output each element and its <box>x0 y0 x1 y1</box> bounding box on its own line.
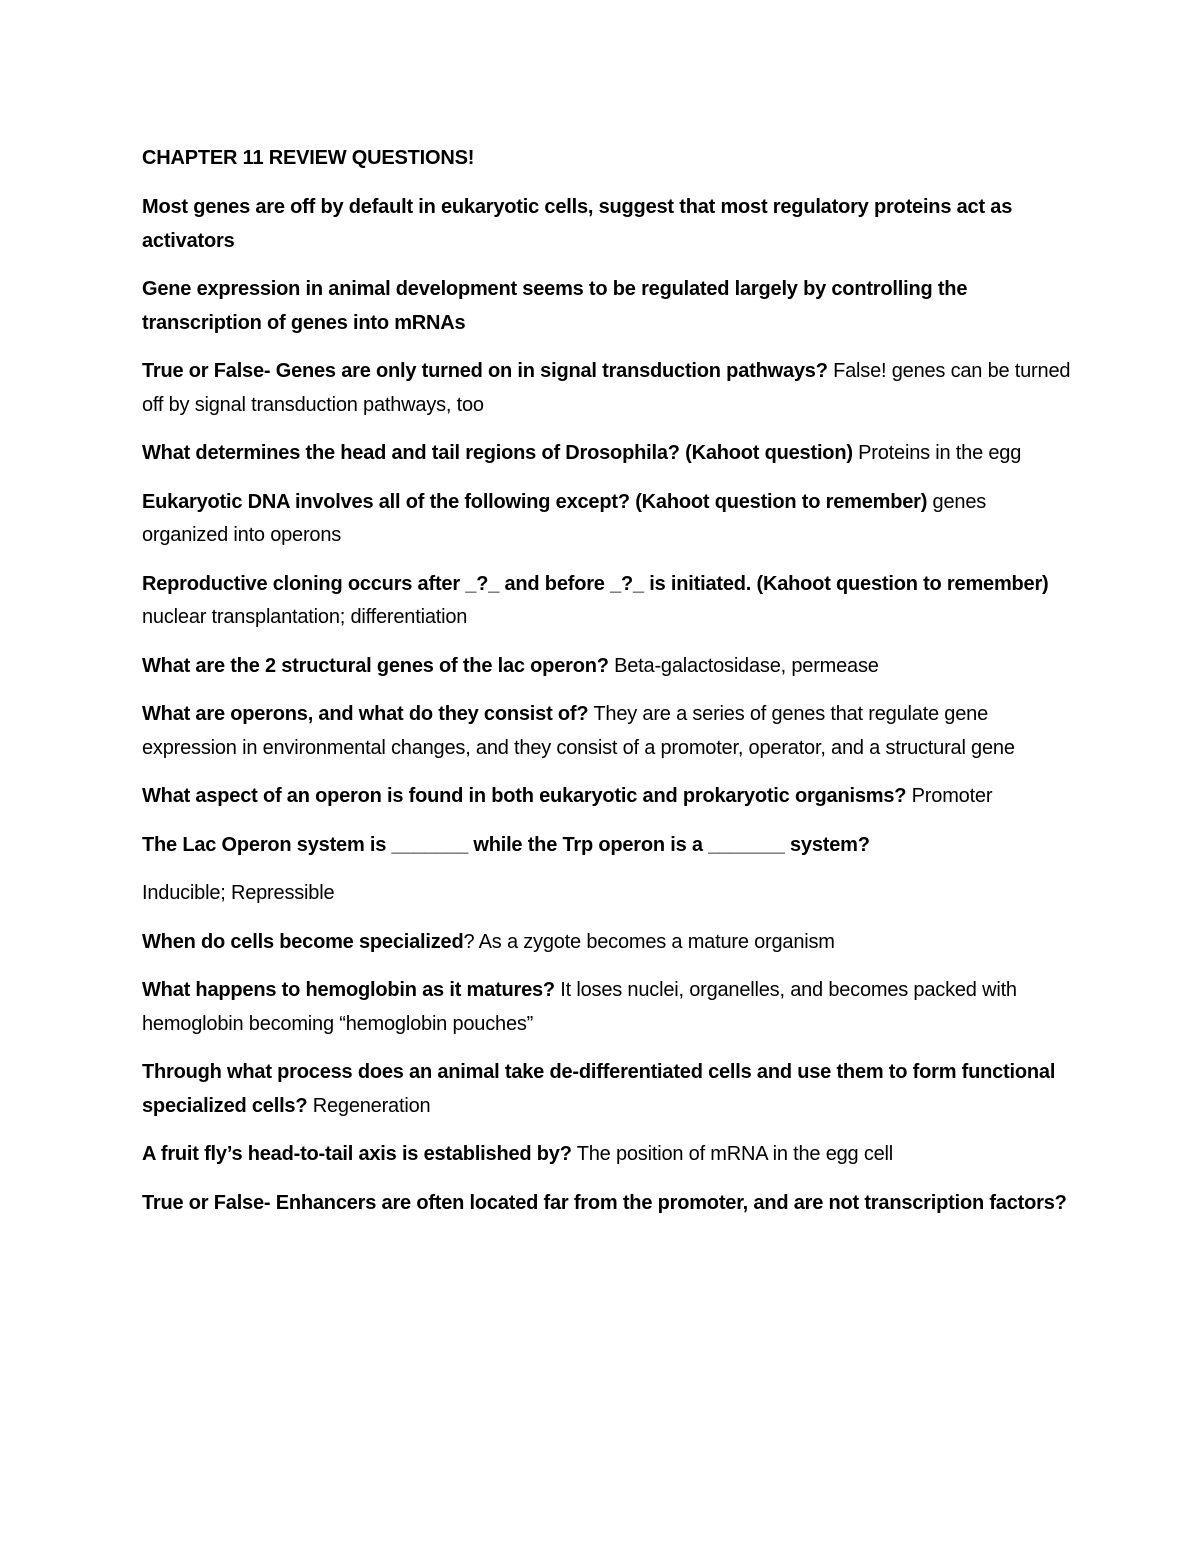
answer-text: Beta-galactosidase, permease <box>608 654 879 677</box>
question-text: Eukaryotic DNA involves all of the following except? (Kahoot question to remember) <box>142 490 928 513</box>
question-text: The Lac Operon system is _______ while the Trp operon is a _______ system? <box>142 833 870 856</box>
question-text: A fruit fly’s head-to-tail axis is established by? <box>142 1143 572 1165</box>
qa-item <box>142 1138 1072 1172</box>
qa-item <box>142 974 1072 1041</box>
question-text: What happens to hemoglobin as it matures? <box>142 979 555 1001</box>
question-text: What are the 2 structural genes of the lac operon? <box>142 654 609 677</box>
question-text: Reproductive cloning occurs after _?_ and before _?_ is initiated. (Kahoot question to remember) <box>142 572 1049 595</box>
question-text: True or False- Genes are only turned on in signal transduction pathways? <box>142 360 828 382</box>
answer-text: Regeneration <box>307 1094 431 1117</box>
question-text: True or False- Enhancers are often located far from the promoter, and are not transcription factors? <box>142 1191 1067 1214</box>
qa-item <box>142 1056 1072 1123</box>
qa-item <box>142 191 1072 258</box>
qa-item <box>142 355 1072 422</box>
answer-text: They are a series of genes that regulate gene expression in environmental changes, and they consist of a promoter, operator, and a structural gene <box>142 703 1015 759</box>
qa-item <box>142 780 1072 814</box>
question-text: Most genes are off by default in eukaryotic cells, suggest that most regulatory proteins act as activators <box>142 196 1013 252</box>
answer-text: Inducible; Repressible <box>142 882 335 904</box>
qa-item <box>142 926 1072 960</box>
answer-text: Promoter <box>906 785 993 807</box>
qa-item <box>142 829 1072 863</box>
answer-text: Proteins in the egg <box>852 442 1022 464</box>
qa-item <box>142 273 1072 340</box>
qa-item <box>142 568 1072 635</box>
qa-item <box>142 486 1072 553</box>
document-page <box>142 143 1072 1235</box>
qa-item <box>142 877 1072 911</box>
answer-text: False! genes can be turned off by signal transduction pathways, too <box>142 360 1071 416</box>
question-text: Through what process does an animal take de-differentiated cells and use them to form functional specialized cells? <box>142 1061 1056 1117</box>
question-text: What determines the head and tail regions of Drosophila? (Kahoot question) <box>142 442 853 464</box>
document-title: CHAPTER 11 REVIEW QUESTIONS! <box>142 147 475 169</box>
question-text: What are operons, and what do they consist of? <box>142 703 589 725</box>
question-text: What aspect of an operon is found in both eukaryotic and prokaryotic organisms? <box>142 785 907 807</box>
question-text: When do cells become specialized <box>142 930 464 953</box>
qa-item <box>142 437 1072 471</box>
answer-text: nuclear transplantation; differentiation <box>142 606 468 628</box>
qa-item <box>142 650 1072 684</box>
question-text: Gene expression in animal development seems to be regulated largely by controlling the transcription of genes into mRNAs <box>142 278 968 334</box>
answer-text: It loses nuclei, organelles, and becomes packed with hemoglobin becoming “hemoglobin pouches” <box>142 979 1017 1035</box>
answer-text: genes organized into operons <box>142 490 987 546</box>
qa-item <box>142 1187 1072 1221</box>
answer-text: ? As a zygote becomes a mature organism <box>463 930 835 953</box>
qa-item <box>142 698 1072 765</box>
answer-text: The position of mRNA in the egg cell <box>571 1143 894 1165</box>
